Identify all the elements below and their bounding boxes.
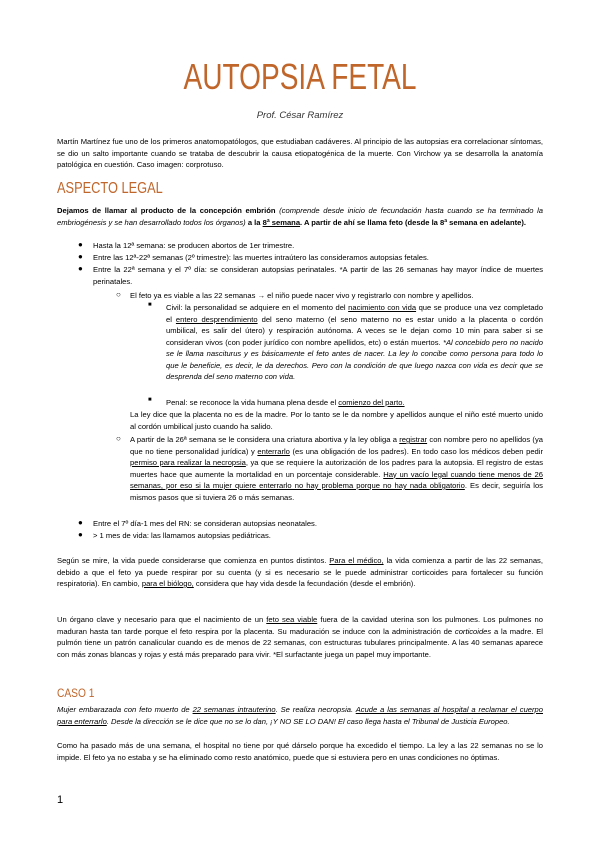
bullet-neonatal: Entre el 7º día-1 mes del RN: se consideran autopsias neonatales. (93, 519, 317, 528)
case-1-question: Mujer embarazada con feto muerto de 22 semanas intrauterino. Se realiza necropsia. Acude a las semanas al hospital a reclamar el cuerpo para enterrarlo. Desde la dirección se le dice que no se lo dan, ¡Y NO SE LO DAN! El caso llega hasta el Tribunal de Justicia Europeo. (57, 705, 543, 726)
penal-law-paragraph: Penal: se reconoce la vida humana plena desde el comienzo del parto. (166, 398, 405, 407)
legal-intro-paragraph: Dejamos de llamar al producto de la concepción embrión (comprende desde inicio de fecundación hasta cuando se ha terminado la embriogénesis y se han desarrollado todos los órganos) a la 8ª semana. A partir de ahí se llama feto (desde la 8ª semana en adelante). (57, 206, 543, 227)
square-bullet-icon: ■ (148, 302, 152, 308)
bullet-dot-icon: ● (78, 252, 83, 261)
circle-bullet-icon: ○ (116, 434, 121, 443)
bullet-dot-icon: ● (78, 518, 83, 527)
page-number: 1 (57, 794, 64, 806)
life-start-paragraph: Según se mire, la vida puede considerarse que comienza en puntos distintos. Para el médico, la vida comienza a partir de las 22 semanas, debido a que el feto ya puede respirar por su cuenta (y si es necesario se le puede administrar corticoides para fortalecer su función respiratoria). En cambio, para el biólogo, considera que hay vida desde la fecundación (desde el embrión). (57, 556, 543, 588)
author-line: Prof. César Ramírez (256, 110, 344, 121)
circle-bullet-icon: ○ (116, 290, 121, 299)
bullet-dot-icon: ● (78, 240, 83, 249)
bullet-first-trimester: Hasta la 12ª semana: se producen abortos de 1er trimestre. (93, 241, 295, 250)
bullet-pediatric: > 1 mes de vida: las llamamos autopsias pediátricas. (93, 531, 271, 540)
civil-law-paragraph: Civil: la personalidad se adquiere en el momento del nacimiento con vida que se produce una vez completado el entero desprendimiento del seno materno (el seno materno no es estar unido a la placenta o cordón umbilical, es salir del útero) y respiración autónoma. A veces se le dejan como 10 min para saber si se consideran vivos (con poder jurídico con nombre apellidos, etc) o están muertos. *Al concebido pero no nacido se le llama nasciturus y es básicamente el feto antes de nacer. La ley lo concibe como persona para todo lo que le beneficie, es decir, le da derechos. Pero con la condición de que luego nazca con vida es decir que se desprenda del seno materno con vida. (166, 303, 543, 381)
square-bullet-icon: ■ (148, 397, 152, 403)
case-1-heading: CASO 1 (57, 686, 95, 700)
bullet-perinatal: Entre la 22ª semana y el 7º día: se consideran autopsias perinatales. *A partir de las 26 semanas hay mayor índice de muertes perinatales. (93, 265, 543, 286)
placenta-law-paragraph: La ley dice que la placenta no es de la madre. Por lo tanto se le da nombre y apellidos aunque el niño esté muerto unido al cordón umbilical justo cuando ha salido. (130, 410, 543, 431)
bullet-second-trimester: Entre las 12ª-22ª semanas (2º trimestre): las muertes intraútero las consideramos autopsias fetales. (93, 253, 429, 262)
bullet-dot-icon: ● (78, 530, 83, 539)
case-1-answer: Como ha pasado más de una semana, el hospital no tiene por qué dárselo porque ha excedido el tiempo. La ley a las 22 semanas no se lo impide. El feto ya no estaba y se ha eliminado como resto anatómico, puede que si estuviera pero en unas condiciones no óptimas. (57, 741, 543, 762)
sub-bullet-26-weeks: A partir de la 26ª semana se le considera una criatura abortiva y la ley obliga a registrar con nombre pero no apellidos (ya que no tiene personalidad jurídica) y enterrarlo (es una obligación de los padres). En todo caso los médicos deben pedir permiso para realizar la necropsia, ya que se requiere la autorización de los padres para la autopsia. El registro de estas muertes hace que aumente la mortalidad en un porcentaje considerable. Hay un vacío legal cuando tiene menos de 26 semanas, por eso si la mujer quiere enterrarlo no hay problema porque no hay nada obligatorio. Es decir, seguiría los mismos pasos que si tuviera 26 o más semanas. (130, 435, 543, 502)
intro-paragraph: Martín Martínez fue uno de los primeros anatomopatólogos, que estudiaban cadáveres. Al principio de las autopsias era correlacionar síntomas, se dio un salto importante cuando se trataba de descubrir la causa etiopatogénica de la muerte. Con Virchow ya se desarrolla la anatomía patológica en cuestión. Caso imagen: corprotuso. (57, 137, 543, 169)
bullet-dot-icon: ● (78, 264, 83, 273)
sub-bullet-viable: El feto ya es viable a las 22 semanas → el niño puede nacer vivo y registrarlo con nombre y apellidos. (130, 291, 474, 300)
document-title: AUTOPSIA FETAL (183, 56, 417, 97)
section-heading-aspecto-legal: ASPECTO LEGAL (57, 180, 163, 197)
lung-paragraph: Un órgano clave y necesario para que el nacimiento de un feto sea viable fuera de la cavidad uterina son los pulmones. Los pulmones no maduran hasta tan tarde porque el feto respira por la placenta. Su maduración se induce con la administración de corticoides a la madre. El pulmón tiene un patrón canalicular cuando es de menos de 22 semanas, con estructuras tubulares principalmente. A las 40 semanas aparece con más zonas blancas y rojas y está más preparado para vivir. *El surfactante juega un papel muy importante. (57, 615, 543, 659)
